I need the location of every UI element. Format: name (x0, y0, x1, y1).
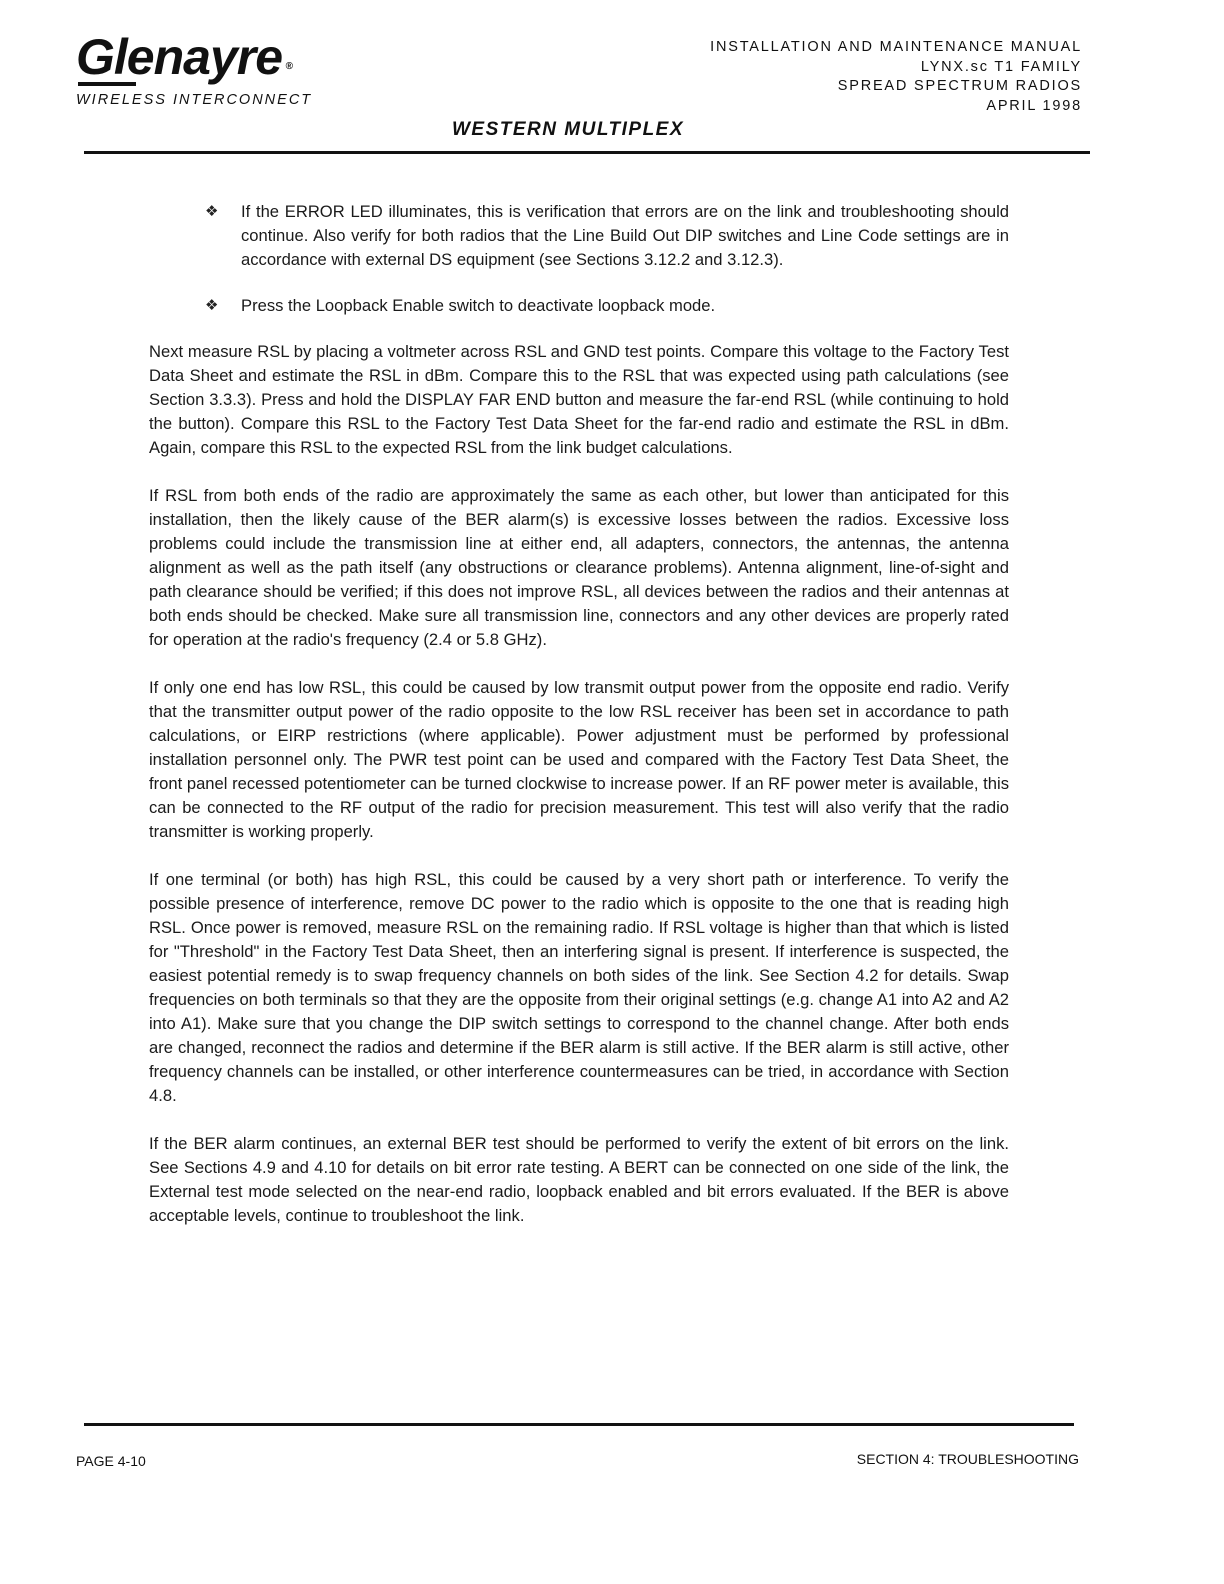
paragraph-ber-test: If the BER alarm continues, an external BER test should be performed to verify the extent of bit errors on the link. See Sections 4.9 and 4.10 for details on bit error rate testing. A BERT can be connected on one side of the link, the External test mode selected on the near-end radio, loopback enabled and bit errors evaluated. If the BER is above acceptable levels, continue to troubleshoot the link. (149, 1134, 1009, 1225)
publication-date: APRIL 1998 (986, 97, 1082, 114)
paragraph-measure-rsl: Next measure RSL by placing a voltmeter across RSL and GND test points. Compare this voltage to the Factory Test Data Sheet and estimate the RSL in dBm. Compare this to the RSL that was expected using path calculations (see Section 3.3.3). Press and hold the DISPLAY FAR END button and measure the far-end RSL (while continuing to hold the button). Compare this RSL to the Factory Test Data Sheet for the far-end radio and estimate the RSL in dBm. Again, compare this RSL to the expected RSL from the link budget calculations. (149, 342, 1009, 457)
section-title: SECTION 4: TROUBLESHOOTING (856, 1451, 1079, 1467)
bullet-item (149, 200, 1009, 272)
footer-rule (84, 1423, 1074, 1426)
paragraph-high-rsl: If one terminal (or both) has high RSL, this could be caused by a very short path or interference. To verify the possible presence of interference, remove DC power to the radio which is opposite to the one that is reading high RSL. Once power is removed, measure RSL on the remaining radio. If RSL voltage is higher than that which is listed for "Threshold" in the Factory Test Data Sheet, then an interfering signal is present. If interference is suspected, the easiest potential remedy is to swap frequency channels on both sides of the link. See Section 4.2 for details. Swap frequencies on both terminals so that they are the opposite from their original settings (e.g. change A1 into A2 and A2 into A1). Make sure that you change the DIP switch settings to correspond to the channel change. After both ends are changed, reconnect the radios and determine if the BER alarm is still active. If the BER alarm is still active, other frequency channels can be installed, or other interference countermeasures can be tried, in accordance with Section 4.8. (149, 870, 1009, 1105)
manual-header (710, 38, 1082, 116)
manual-title: INSTALLATION AND MAINTENANCE MANUAL (710, 39, 1082, 55)
paragraph-low-rsl-one-end: If only one end has low RSL, this could be caused by low transmit output power from the opposite end radio. Verify that the transmitter output power of the radio opposite to the low RSL receiver has been set in accordance to path calculations, or EIRP restrictions (where applicable). Power adjustment must be performed by professional installation personnel only. The PWR test point can be used and compared with the Factory Test Data Sheet, the front panel recessed potentiometer can be turned clockwise to increase power. If an RF power meter is available, this can be connected to the RF output of the radio for precision measurement. This test will also verify that the radio transmitter is working properly. (149, 678, 1009, 841)
company-logo (76, 29, 293, 85)
product-type: SPREAD SPECTRUM RADIOS (837, 78, 1082, 94)
paragraph-low-rsl-both-ends: If RSL from both ends of the radio are approximately the same as each other, but lower than anticipated for this installation, then the likely cause of the BER alarm(s) is excessive losses between the radios. Excessive loss problems could include the transmission line at either end, all adapters, connectors, the antennas, the antenna alignment as well as the path itself (any obstructions or clearance problems). Antenna alignment, line-of-sight and path clearance should be verified; if this does not improve RSL, all devices between the radios and their antennas at both ends should be checked. Make sure all transmission line, connectors and any other devices are properly rated for operation at the radio's frequency (2.4 or 5.8 GHz). (149, 486, 1009, 649)
page-number: PAGE 4-10 (76, 1453, 146, 1469)
diamond-bullet-icon: ❖ (205, 297, 219, 314)
company-logo-block (76, 30, 376, 108)
bullet-text: Press the Loopback Enable switch to deactivate loopback mode. (241, 296, 716, 315)
registered-mark: ® (285, 61, 293, 72)
logo-text: Glenayre (76, 29, 283, 85)
diamond-bullet-icon: ❖ (205, 203, 219, 220)
brand-name: WESTERN MULTIPLEX (452, 119, 685, 140)
product-family: LYNX.sc T1 FAMILY (920, 58, 1082, 75)
bullet-item (149, 294, 1009, 318)
page-body (149, 200, 1009, 1252)
bullet-text: If the ERROR LED illuminates, this is verification that errors are on the link and troubleshooting should continue. Also verify for both radios that the Line Build Out DIP switches and Line Code settings are in accordance with external DS equipment (see Sections 3.12.2 and 3.12.3). (241, 202, 1009, 269)
logo-subtitle: WIRELESS INTERCONNECT (76, 92, 313, 108)
header-rule (84, 151, 1090, 154)
